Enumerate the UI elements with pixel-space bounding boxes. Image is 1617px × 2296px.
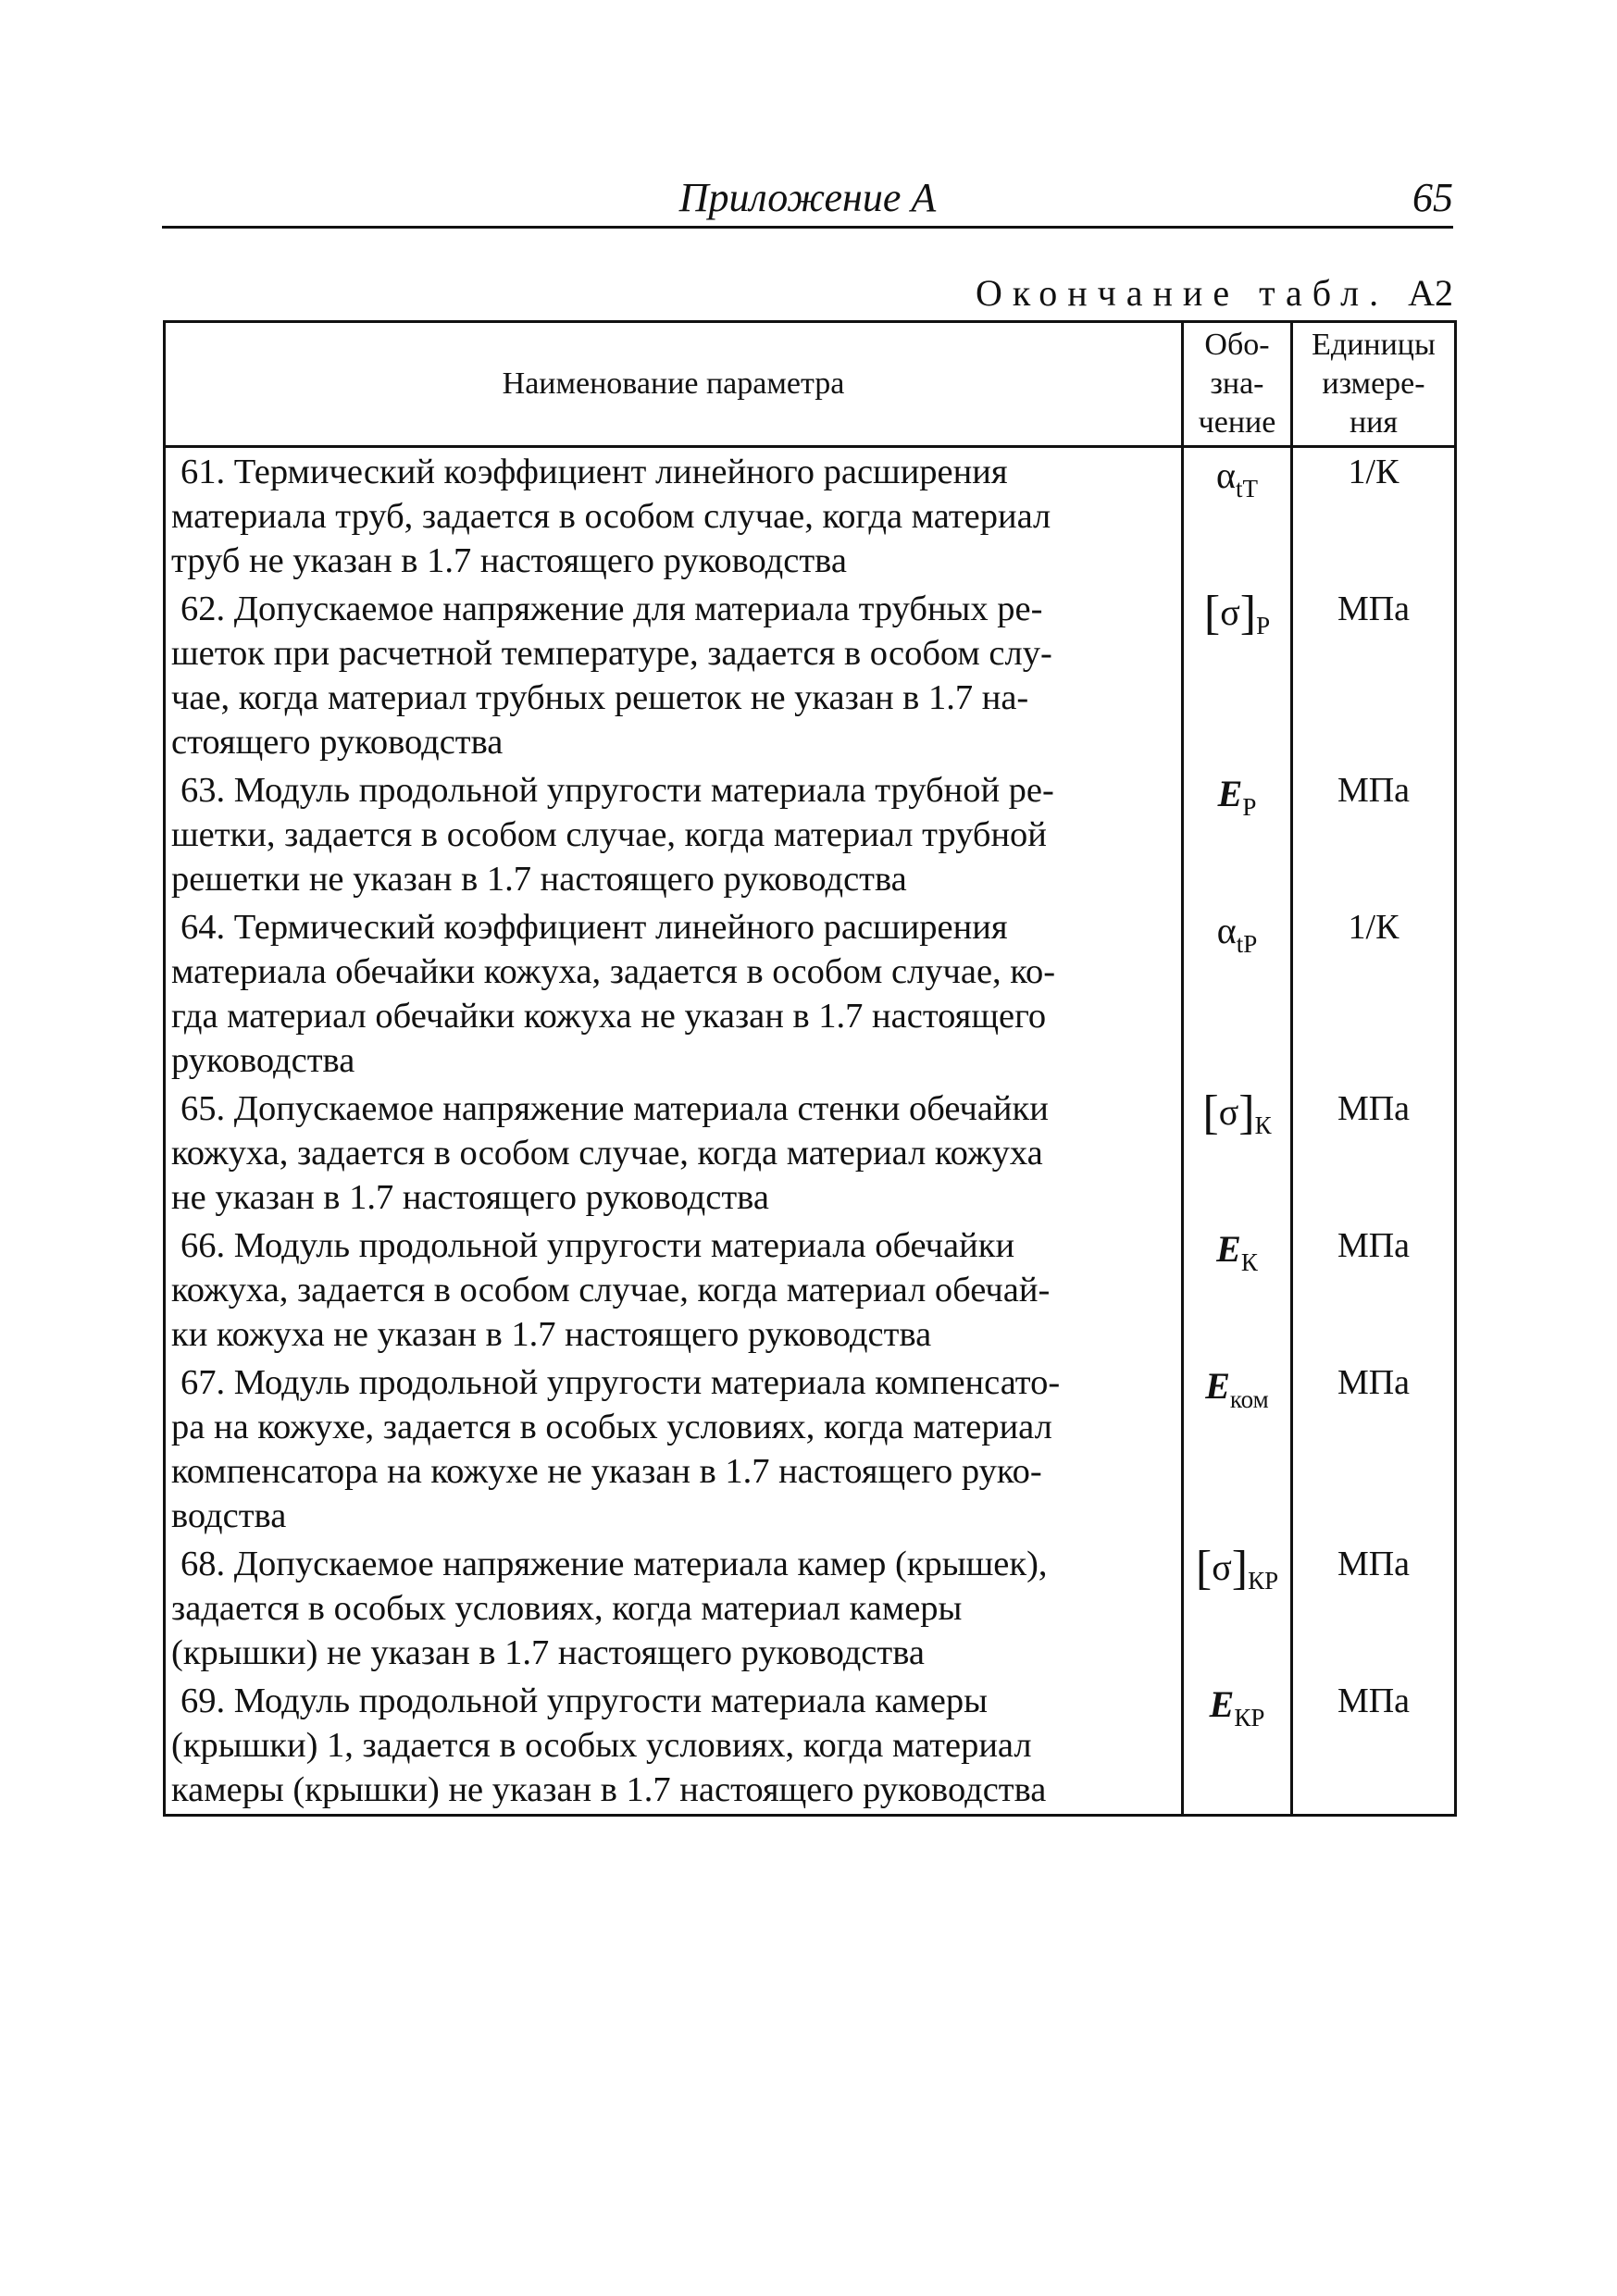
parameter-name-line: 64. Термический коэффициент линейного расширения — [180, 908, 1008, 947]
parameter-symbol-cell — [1183, 903, 1292, 1085]
parameter-symbol-cell — [1183, 1085, 1292, 1222]
parameter-name-line: шетки, задается в особом случае, когда материал трубной — [171, 815, 1047, 854]
parameter-unit-cell: МПа — [1292, 1222, 1456, 1359]
parameter-unit-cell: МПа — [1292, 1540, 1456, 1677]
parameter-name-line: (крышки) 1, задается в особых условиях, когда материал — [171, 1726, 1032, 1765]
parameter-name-line: материала труб, задается в особом случае, когда материал — [171, 497, 1051, 536]
header-units-line: Единицы — [1312, 328, 1436, 362]
parameter-name-cell — [165, 1222, 1183, 1359]
table-row — [165, 1222, 1456, 1359]
symbol-subscript: КР — [1234, 1704, 1265, 1731]
parameter-unit-cell: 1/К — [1292, 903, 1456, 1085]
right-bracket: ] — [1239, 587, 1257, 639]
table-row — [165, 903, 1456, 1085]
symbol-subscript: ком — [1229, 1385, 1269, 1413]
parameter-name-line: 67. Модуль продольной упругости материала компенсато- — [180, 1363, 1061, 1402]
parameter-name-line: водства — [171, 1496, 287, 1535]
symbol-subscript: КР — [1248, 1567, 1279, 1595]
table-caption-number: А2 — [1408, 272, 1453, 314]
symbol-subscript: К — [1254, 1111, 1272, 1139]
parameter-unit-cell: МПа — [1292, 1677, 1456, 1816]
parameter-name-line: (крышки) не указан в 1.7 настоящего руководства — [171, 1633, 925, 1672]
symbol-base: E — [1209, 1683, 1235, 1725]
parameter-name-line: 62. Допускаемое напряжение для материала трубных ре- — [180, 590, 1043, 628]
parameter-name-line: кожуха, задается в особом случае, когда материал обечай- — [171, 1271, 1051, 1309]
table-header-row — [165, 322, 1456, 447]
parameter-name-line: ра на кожухе, задается в особых условиях, когда материал — [171, 1408, 1052, 1446]
symbol-base: σ — [1218, 1091, 1239, 1133]
parameter-name-cell — [165, 1677, 1183, 1816]
parameter-name-line: задается в особых условиях, когда материал камеры — [171, 1589, 963, 1628]
parameter-name-line: руководства — [171, 1041, 355, 1080]
symbol-base: E — [1216, 1228, 1241, 1270]
header-symbol-line: зна- — [1210, 366, 1264, 401]
parameter-unit-cell: МПа — [1292, 585, 1456, 766]
symbol-base: α — [1216, 454, 1236, 496]
parameter-symbol-cell — [1183, 1540, 1292, 1677]
parameter-name-line: стоящего руководства — [171, 723, 504, 762]
parameter-name-line: гда материал обечайки кожуха не указан в 1.7 настоящего — [171, 997, 1047, 1036]
running-head-title: Приложение А — [678, 175, 937, 220]
symbol-base: σ — [1220, 591, 1240, 633]
parameter-symbol-cell — [1183, 585, 1292, 766]
parameter-name-line: 63. Модуль продольной упругости материала трубной ре- — [180, 771, 1054, 810]
symbol-subscript: Р — [1242, 793, 1257, 821]
running-head — [162, 168, 1453, 229]
parameter-symbol-cell — [1183, 766, 1292, 903]
parameter-name-line: материала обечайки кожуха, задается в особом случае, ко- — [171, 952, 1056, 991]
parameter-name-line: камеры (крышки) не указан в 1.7 настоящего руководства — [171, 1770, 1047, 1809]
parameter-name-line: решетки не указан в 1.7 настоящего руководства — [171, 860, 907, 899]
header-units-line: измере- — [1322, 366, 1425, 401]
parameter-name-cell — [165, 1540, 1183, 1677]
table-caption-text: Окончание табл. — [975, 272, 1389, 314]
left-bracket: [ — [1195, 1542, 1213, 1595]
table-row — [165, 1677, 1456, 1816]
symbol-subscript: Р — [1256, 612, 1271, 639]
table-row — [165, 1085, 1456, 1222]
symbol-base: E — [1217, 773, 1243, 814]
table-row — [165, 447, 1456, 586]
table-row — [165, 1540, 1456, 1677]
parameter-name-line: 65. Допускаемое напряжение материала стенки обечайки — [180, 1089, 1049, 1128]
table-body — [165, 447, 1456, 1816]
table-row — [165, 585, 1456, 766]
table-row — [165, 1359, 1456, 1540]
right-bracket: ] — [1231, 1542, 1249, 1595]
header-symbol-line: Обо- — [1204, 328, 1270, 362]
parameter-unit-cell: МПа — [1292, 1085, 1456, 1222]
table-row — [165, 766, 1456, 903]
parameter-name-cell — [165, 1359, 1183, 1540]
parameter-name-cell — [165, 585, 1183, 766]
parameter-symbol-cell — [1183, 447, 1292, 586]
parameter-name-cell — [165, 903, 1183, 1085]
symbol-base: α — [1216, 910, 1237, 951]
header-units — [1292, 322, 1456, 447]
left-bracket: [ — [1202, 1086, 1219, 1139]
parameter-symbol-cell — [1183, 1359, 1292, 1540]
left-bracket: [ — [1203, 587, 1221, 639]
parameter-name-line: не указан в 1.7 настоящего руководства — [171, 1178, 769, 1217]
parameter-name-cell — [165, 766, 1183, 903]
symbol-subscript: tР — [1236, 930, 1258, 958]
parameter-name-line: кожуха, задается в особом случае, когда материал кожуха — [171, 1134, 1043, 1173]
parameter-name-line: чае, когда материал трубных решеток не указан в 1.7 на- — [171, 678, 1029, 717]
right-bracket: ] — [1238, 1086, 1255, 1139]
parameter-unit-cell: МПа — [1292, 1359, 1456, 1540]
symbol-subscript: К — [1240, 1248, 1258, 1276]
header-name: Наименование параметра — [165, 322, 1183, 447]
header-units-line: ния — [1349, 405, 1399, 440]
symbol-subscript: tT — [1235, 475, 1258, 503]
parameter-name-cell — [165, 1085, 1183, 1222]
parameter-unit-cell: МПа — [1292, 766, 1456, 903]
parameter-name-line: 66. Модуль продольной упругости материала обечайки — [180, 1226, 1015, 1265]
page-number: 65 — [1412, 175, 1453, 220]
parameter-name-line: 61. Термический коэффициент линейного расширения — [180, 453, 1008, 491]
parameter-symbol-cell — [1183, 1677, 1292, 1816]
parameter-name-line: 69. Модуль продольной упругости материала камеры — [180, 1682, 989, 1720]
symbol-base: σ — [1212, 1546, 1232, 1588]
parameter-name-cell — [165, 447, 1183, 586]
parameters-table — [163, 320, 1457, 1817]
parameter-symbol-cell — [1183, 1222, 1292, 1359]
parameter-name-line: 68. Допускаемое напряжение материала камер (крышек), — [180, 1545, 1048, 1583]
header-symbol-line: чение — [1198, 405, 1276, 440]
header-symbol — [1183, 322, 1292, 447]
table-caption — [976, 271, 1453, 315]
parameter-name-line: ки кожуха не указан в 1.7 настоящего руководства — [171, 1315, 932, 1354]
parameter-name-line: шеток при расчетной температуре, задается в особом слу- — [171, 634, 1052, 673]
parameter-name-line: труб не указан в 1.7 настоящего руководства — [171, 541, 847, 580]
symbol-base: E — [1205, 1365, 1230, 1407]
parameter-name-line: компенсатора на кожухе не указан в 1.7 настоящего руко- — [171, 1452, 1042, 1491]
parameter-unit-cell: 1/К — [1292, 447, 1456, 586]
